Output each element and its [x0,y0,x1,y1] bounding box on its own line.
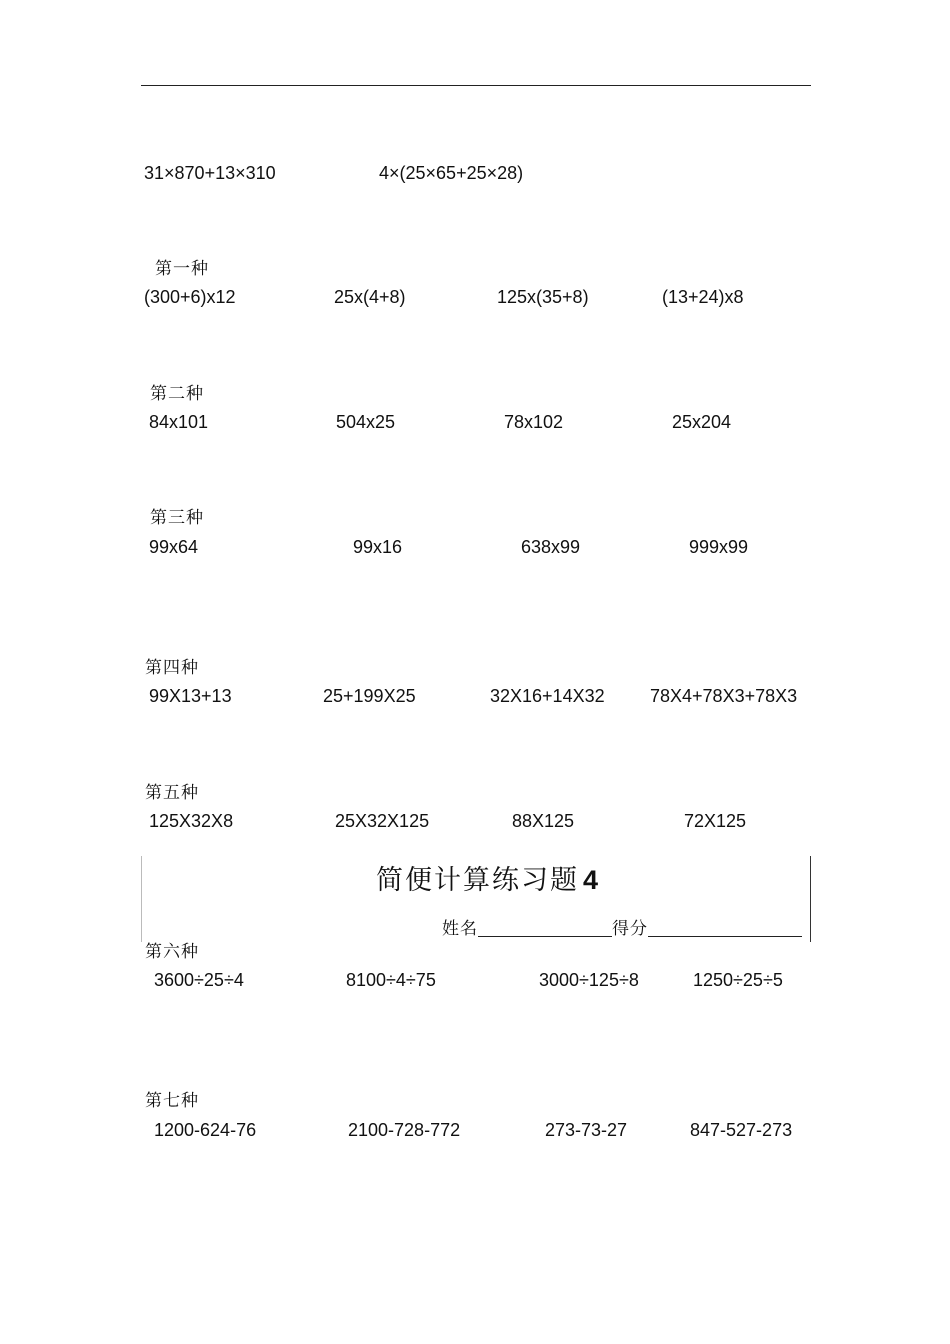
problem-3-4: 999x99 [689,537,749,557]
page-title [376,858,598,897]
title-number: 4 [583,865,599,895]
problem-5-1: 125X32X8 [149,811,234,831]
problem-6-1: 3600÷25÷4 [154,970,244,990]
score-blank [648,920,802,937]
left-frame-line [141,856,142,942]
top-rule [141,85,811,86]
problem-4-4: 78X4+78X3+78X3 [650,686,798,706]
problem-1-2: 25x(4+8) [334,287,406,307]
section-label-6: 第六种 [145,942,199,962]
section-label-4: 第四种 [145,658,199,678]
problem-7-3: 273-73-27 [545,1120,628,1140]
name-label: 姓名 [442,919,478,939]
name-score-line [442,920,802,938]
title-text: 简便计算练习题 [376,865,579,896]
problem-2-4: 25x204 [672,412,732,432]
right-frame-line [810,856,811,942]
problem-5-2: 25X32X125 [335,811,430,831]
problem-4-2: 25+199X25 [323,686,416,706]
problem-7-4: 847-527-273 [690,1120,793,1140]
problem-1-4: (13+24)x8 [662,287,744,307]
problem-4-1: 99X13+13 [149,686,232,706]
section-label-7: 第七种 [145,1091,199,1111]
problem-2-3: 78x102 [504,412,564,432]
intro-problem-2: 4×(25×65+25×28) [379,163,524,183]
name-blank [478,920,612,937]
problem-3-3: 638x99 [521,537,581,557]
problem-3-1: 99x64 [149,537,199,557]
problem-3-2: 99x16 [353,537,403,557]
problem-7-2: 2100-728-772 [348,1120,461,1140]
section-label-3: 第三种 [150,508,204,528]
problem-2-1: 84x101 [149,412,209,432]
problem-6-2: 8100÷4÷75 [346,970,436,990]
problem-1-1: (300+6)x12 [144,287,236,307]
problem-2-2: 504x25 [336,412,396,432]
problem-4-3: 32X16+14X32 [490,686,605,706]
intro-problem-1: 31×870+13×310 [144,163,276,183]
problem-6-4: 1250÷25÷5 [693,970,783,990]
section-label-1: 第一种 [155,259,209,279]
score-label: 得分 [612,919,648,939]
section-label-2: 第二种 [150,384,204,404]
section-label-5: 第五种 [145,783,199,803]
problem-5-3: 88X125 [512,811,575,831]
problem-7-1: 1200-624-76 [154,1120,257,1140]
problem-6-3: 3000÷125÷8 [539,970,639,990]
problem-5-4: 72X125 [684,811,747,831]
problem-1-3: 125x(35+8) [497,287,589,307]
